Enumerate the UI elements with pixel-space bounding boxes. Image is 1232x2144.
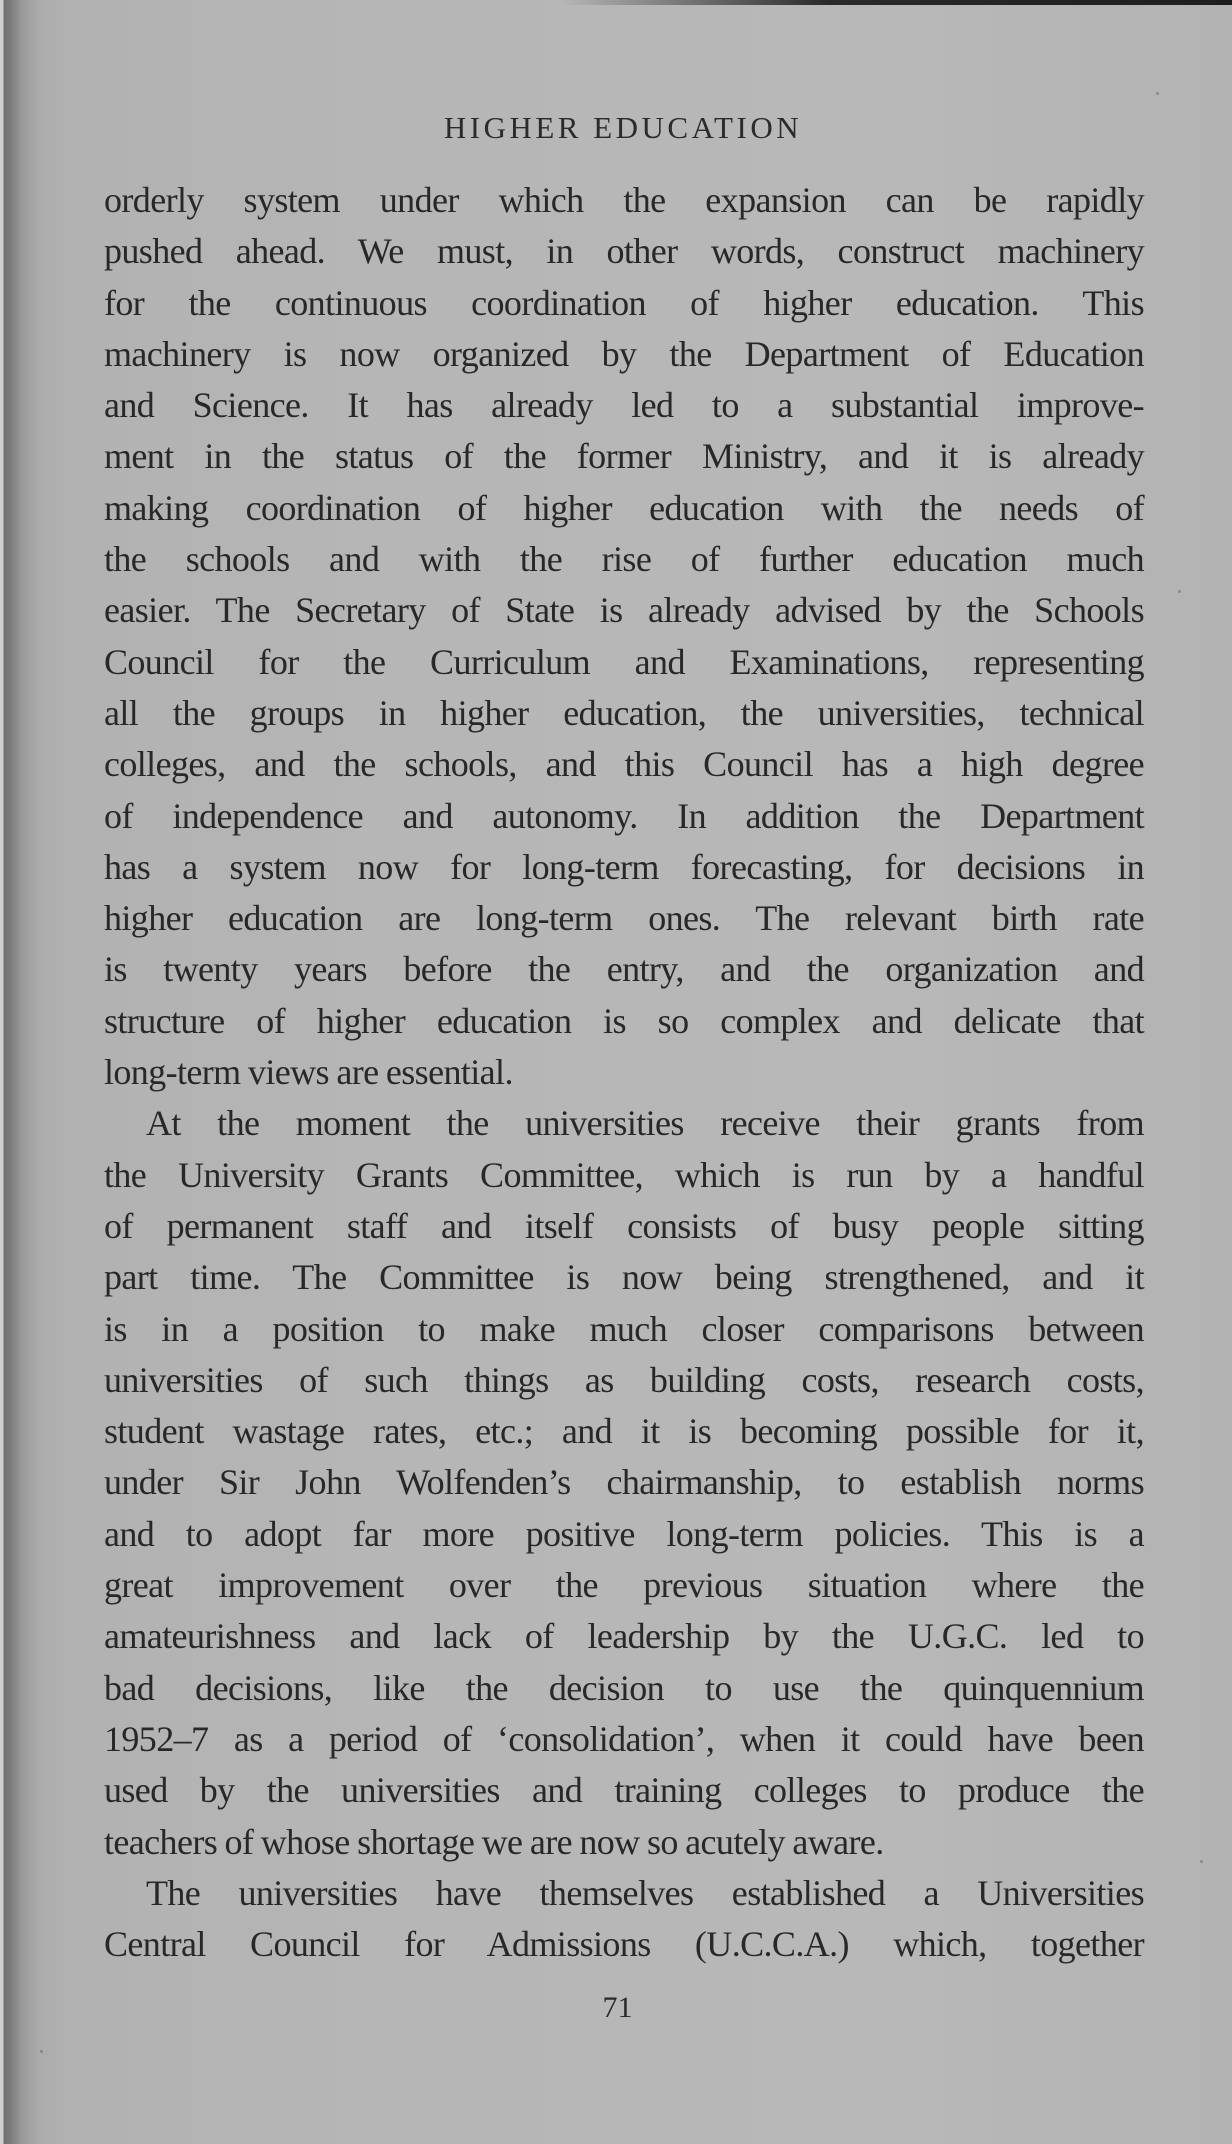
- text-line: ment in the status of the former Ministry, and it is already: [104, 436, 1144, 477]
- text-line: pushed ahead. We must, in other words, construct machinery: [104, 231, 1144, 272]
- text-line: for the continuous coordination of higher education. This: [104, 282, 1144, 323]
- body-text: [104, 175, 1144, 1970]
- text-line: Council for the Curriculum and Examinations, representing: [104, 641, 1144, 682]
- paragraph: [104, 1098, 1144, 1867]
- paper-speck: [1200, 1860, 1203, 1863]
- paragraph: [104, 1868, 1144, 1971]
- text-line: easier. The Secretary of State is already advised by the Schools: [104, 590, 1144, 631]
- text-line: colleges, and the schools, and this Council has a high degree: [104, 744, 1144, 785]
- text-line: and Science. It has already led to a substantial improve-: [104, 385, 1144, 426]
- text-line: Central Council for Admissions (U.C.C.A.) which, together: [104, 1924, 1144, 1965]
- text-line: used by the universities and training colleges to produce the: [104, 1770, 1144, 1811]
- text-line: amateurishness and lack of leadership by the U.G.C. led to: [104, 1616, 1144, 1657]
- text-line: higher education are long-term ones. The relevant birth rate: [104, 898, 1144, 939]
- text-line: is twenty years before the entry, and the organization and: [104, 949, 1144, 990]
- text-line: 1952–7 as a period of ‘consolidation’, when it could have been: [104, 1718, 1144, 1759]
- page-top-shadow: [560, 0, 1232, 5]
- text-line: teachers of whose shortage we are now so acutely aware.: [104, 1821, 884, 1862]
- text-line: under Sir John Wolfenden’s chairmanship, to establish norms: [104, 1462, 1144, 1503]
- text-line: of independence and autonomy. In addition the Department: [104, 795, 1144, 836]
- text-line: the schools and with the rise of further education much: [104, 539, 1144, 580]
- running-head: HIGHER EDUCATION: [443, 110, 803, 145]
- text-line: and to adopt far more positive long-term policies. This is a: [104, 1513, 1144, 1554]
- text-line: machinery is now organized by the Department of Education: [104, 333, 1144, 374]
- page-number: 71: [602, 1991, 633, 2024]
- text-line: making coordination of higher education with the needs of: [104, 487, 1144, 528]
- text-line: student wastage rates, etc.; and it is becoming possible for it,: [104, 1411, 1144, 1452]
- text-line: has a system now for long-term forecasting, for decisions in: [104, 846, 1144, 887]
- paragraph: [104, 175, 1144, 1098]
- text-line: bad decisions, like the decision to use the quinquennium: [104, 1667, 1144, 1708]
- text-line: the University Grants Committee, which is run by a handful: [104, 1154, 1144, 1195]
- text-line: orderly system under which the expansion can be rapidly: [104, 180, 1144, 220]
- text-line: long-term views are essential.: [104, 1052, 513, 1093]
- text-line: of permanent staff and itself consists of busy people sitting: [104, 1205, 1144, 1246]
- paper-speck: [40, 2050, 43, 2053]
- text-line: structure of higher education is so complex and delicate that: [104, 1000, 1144, 1041]
- text-line: great improvement over the previous situation where the: [104, 1565, 1144, 1606]
- text-line: part time. The Committee is now being strengthened, and it: [104, 1257, 1144, 1298]
- text-line: all the groups in higher education, the universities, technical: [104, 692, 1144, 733]
- text-line: The universities have themselves established a Universities: [146, 1872, 1144, 1913]
- text-line: At the moment the universities receive their grants from: [146, 1103, 1144, 1144]
- text-line: universities of such things as building costs, research costs,: [104, 1359, 1144, 1400]
- paper-speck: [1156, 92, 1159, 95]
- text-line: is in a position to make much closer comparisons between: [104, 1308, 1144, 1349]
- paper-speck: [1178, 590, 1181, 593]
